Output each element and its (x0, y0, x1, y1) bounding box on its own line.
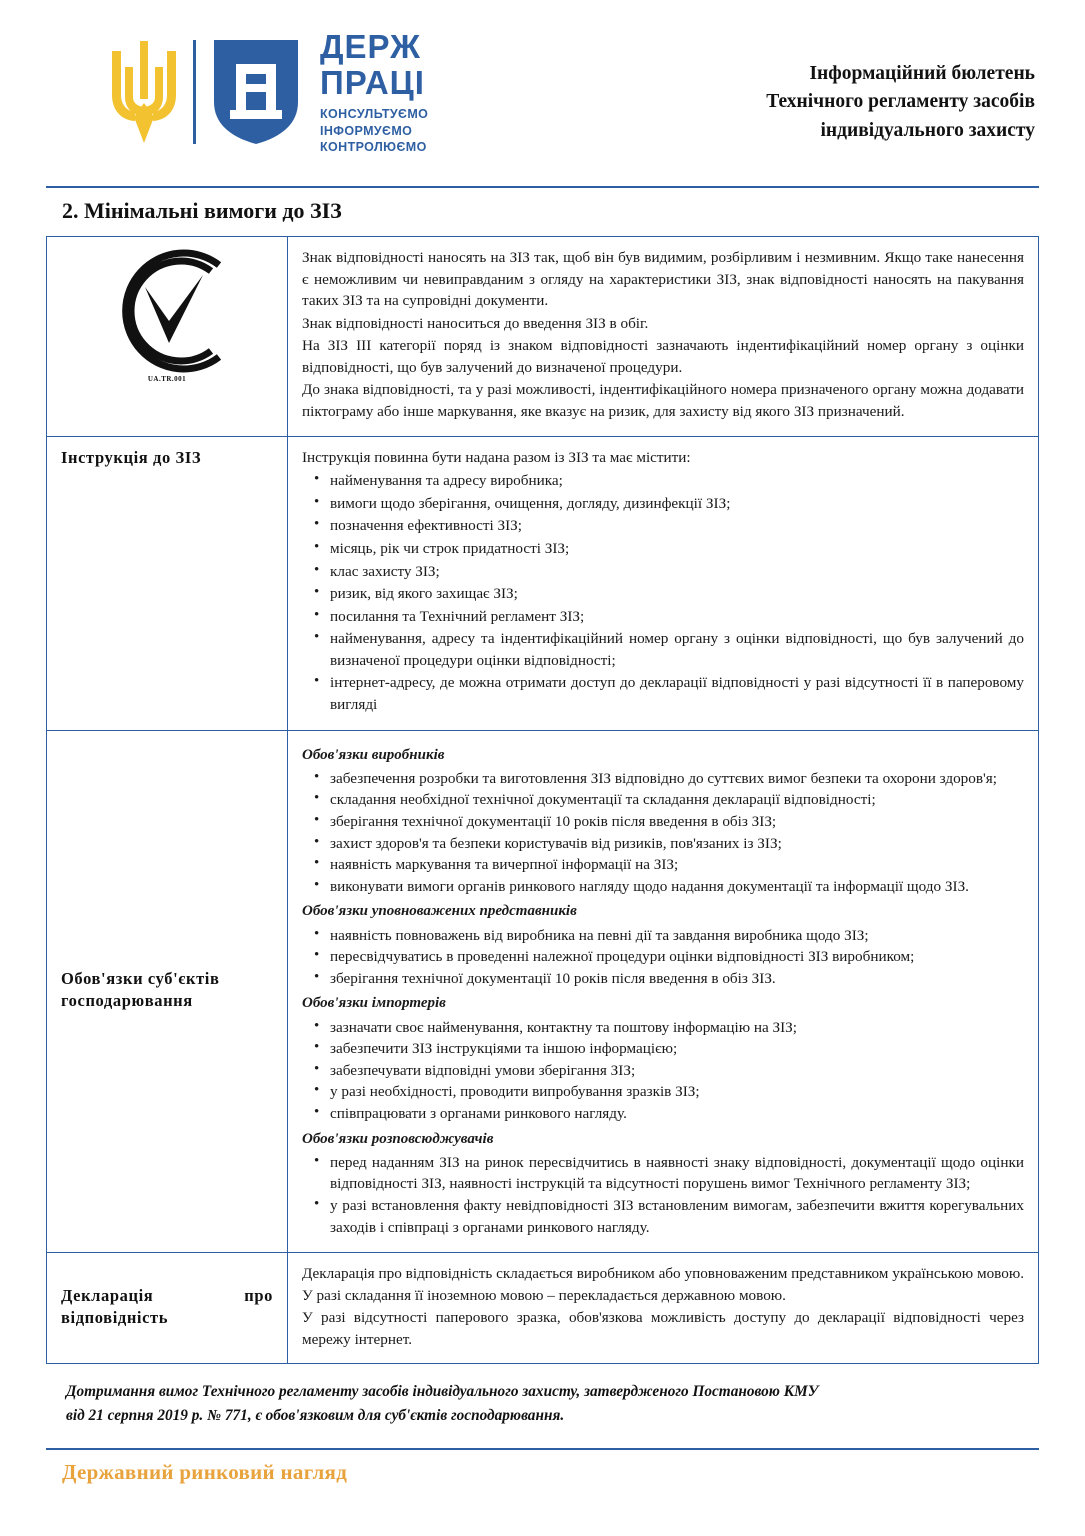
footer-rule (46, 1448, 1039, 1450)
footer-note-line-1: Дотримання вимог Технічного регламенту засобів індивідуального захисту, затвердженого Постановою КМУ (66, 1383, 819, 1401)
table-row (47, 237, 1039, 437)
table-row (47, 436, 1039, 730)
duties-subheading: Обов'язки виробників (302, 746, 445, 763)
paragraph: Декларація про відповідність складається виробником або уповноваженим представником українською мовою. У разі складання її іноземною мовою – перекладається державною мовою. (302, 1265, 1024, 1304)
conformity-mark-caption: UA.TR.001 (147, 375, 187, 384)
declaration-content (288, 1253, 1039, 1364)
list-item: • ризик, від якого захищає ЗІЗ; (330, 583, 1024, 605)
document-header (46, 18, 1039, 168)
list-item: • вимоги щодо зберігання, очищення, догляду, дизинфекції ЗІЗ; (330, 493, 1024, 515)
list-item: • клас захисту ЗІЗ; (330, 561, 1024, 583)
table-row (47, 730, 1039, 1253)
conformity-mark-icon (99, 247, 235, 375)
instruction-list (302, 470, 1024, 715)
duties-list-distributors (302, 1152, 1024, 1238)
paragraph: На ЗІЗ ІІІ категорії поряд із знаком відповідності зазначають індентифікаційний номер органу з оцінки відповідності, що був залучений до визначеної процедури. (302, 337, 1024, 376)
duties-content (288, 730, 1039, 1253)
list-item: • найменування та адресу виробника; (330, 470, 1024, 492)
list-item: • наявність маркування та вичерпної інформації на ЗІЗ; (330, 854, 1024, 876)
list-item: • позначення ефективності ЗІЗ; (330, 515, 1024, 537)
logo-wordmark (320, 30, 428, 154)
list-item: • забезпечувати відповідні умови зберігання ЗІЗ; (330, 1060, 1024, 1082)
logo-slogan-1: КОНСУЛЬТУЄМО (320, 107, 429, 121)
duties-list-importers (302, 1017, 1024, 1125)
page-title-line-2: Технічного регламенту засобів (766, 91, 1035, 113)
list-item: • забезпечити ЗІЗ інструкціями та іншою інформацією; (330, 1038, 1024, 1060)
list-item: • наявність повноважень від виробника на певні дії та завдання виробника щодо ЗІЗ; (330, 925, 1024, 947)
footer-note (66, 1380, 993, 1427)
list-item: • пересвідчуватись в проведенні належної процедури оцінки відповідності ЗІЗ виробником; (330, 946, 1024, 968)
header-rule (46, 186, 1039, 188)
instruction-content (288, 436, 1039, 730)
duties-list-manufacturers (302, 768, 1024, 897)
list-item: • посилання та Технічний регламент ЗІЗ; (330, 606, 1024, 628)
list-item: • виконувати вимоги органів ринкового нагляду щодо надання документації та інформації щодо ЗІЗ. (330, 876, 1024, 898)
list-item: • зберігання технічної документації 10 років після введення в обіз ЗІЗ; (330, 811, 1024, 833)
list-item: • зберігання технічної документації 10 років після введення в обіз ЗІЗ. (330, 968, 1024, 990)
footer-brand: Державний ринковий нагляд (62, 1459, 348, 1484)
conformity-mark-text (288, 237, 1039, 437)
duties-subheading: Обов'язки розповсюджувачів (302, 1130, 494, 1147)
list-item: • співпрацювати з органами ринкового нагляду. (330, 1103, 1024, 1125)
duties-subheading: Обов'язки уповноважених представників (302, 903, 577, 920)
logo-slogan-3: КОНТРОЛЮЄМО (320, 140, 427, 154)
row-label-duties: Обов'язки суб'єктів господарювання (47, 730, 288, 1253)
trident-icon (101, 36, 187, 148)
page-title-line-3: індивідуального захисту (820, 119, 1035, 141)
row-label-declaration: Декларація про відповідність (47, 1253, 288, 1364)
page-title (766, 60, 1039, 145)
list-item: • у разі встановлення факту невідповідності ЗІЗ встановленим вимогам, забезпечити вжиття корегувальних заходів і співпраці з органами ринкового нагляду. (330, 1195, 1024, 1238)
section-heading: 2. Мінімальні вимоги до ЗІЗ (62, 198, 342, 223)
logo-word-derzh: ДЕРЖ (320, 28, 421, 65)
paragraph: Знак відповідності наноситься до введення ЗІЗ в обіг. (302, 314, 649, 332)
list-item: • місяць, рік чи строк придатності ЗІЗ; (330, 538, 1024, 560)
paragraph: До знака відповідності, та у разі можливості, індентифікаційного номера призначеного органу можна додавати піктограму або інше маркування, яке вказує на ризик, для захисту від якого ЗІЗ призначений. (302, 381, 1024, 421)
list-item: • у разі необхідності, проводити випробування зразків ЗІЗ; (330, 1081, 1024, 1103)
duties-list-representatives (302, 925, 1024, 990)
list-item: • інтернет-адресу, де можна отримати доступ до декларації відповідності у разі відсутності її в паперовому вигляді (330, 672, 1024, 715)
shield-icon (210, 36, 306, 148)
duties-subheading: Обов'язки імпортерів (302, 995, 446, 1012)
logo-word-pratsi: ПРАЦІ (320, 64, 425, 101)
list-item: • найменування, адресу та індентифікаційний номер органу з оцінки відповідності, що був залучений до визначеної процедури оцінки відповідності; (330, 628, 1024, 671)
logo-slogan-2: ІНФОРМУЄМО (320, 123, 413, 138)
list-item: • складання необхідної технічної документації та складання декларації відповідності; (330, 789, 1024, 811)
list-item: • перед наданням ЗІЗ на ринок пересвідчитись в наявності знаку відповідності, документації щодо оцінки відповідності ЗІЗ, наявності інструкцій та відсутності порушень вимог Технічного регламенту ЗІЗ; (330, 1152, 1024, 1195)
requirements-table (46, 236, 1039, 1364)
paragraph: У разі відсутності паперового зразка, обов'язкова можливість доступу до декларації відповідності через мережу інтернет. (302, 1309, 1024, 1348)
conformity-mark-cell (47, 237, 288, 437)
instruction-intro: Інструкція повинна бути надана разом із ЗІЗ та має містити: (302, 448, 691, 466)
row-label-instruction: Інструкція до ЗІЗ (47, 436, 288, 730)
derzhpratsi-logo (101, 30, 428, 154)
footer-note-line-2: від 21 серпня 2019 р. № 771, є обов'язковим для суб'єктів господарювання. (66, 1407, 565, 1425)
list-item: • захист здоров'я та безпеки користувачів від ризиків, пов'язаних із ЗІЗ; (330, 833, 1024, 855)
list-item: • забезпечення розробки та виготовлення ЗІЗ відповідно до суттєвих вимог безпеки та охорони здоров'я; (330, 768, 1024, 790)
paragraph: Знак відповідності наносять на ЗІЗ так, щоб він був видимим, розбірливим і незмивним. Якщо таке нанесення є неможливим чи невиправданим з огляду на характеристики ЗІЗ, знак відповідності наносять на пакування таких ЗІЗ та на супровідні документи. (302, 249, 1024, 310)
page-title-line-1: Інформаційний бюлетень (809, 63, 1035, 84)
table-row (47, 1253, 1039, 1364)
logo-divider (193, 40, 196, 144)
list-item: • зазначати своє найменування, контактну та поштову інформацію на ЗІЗ; (330, 1017, 1024, 1039)
